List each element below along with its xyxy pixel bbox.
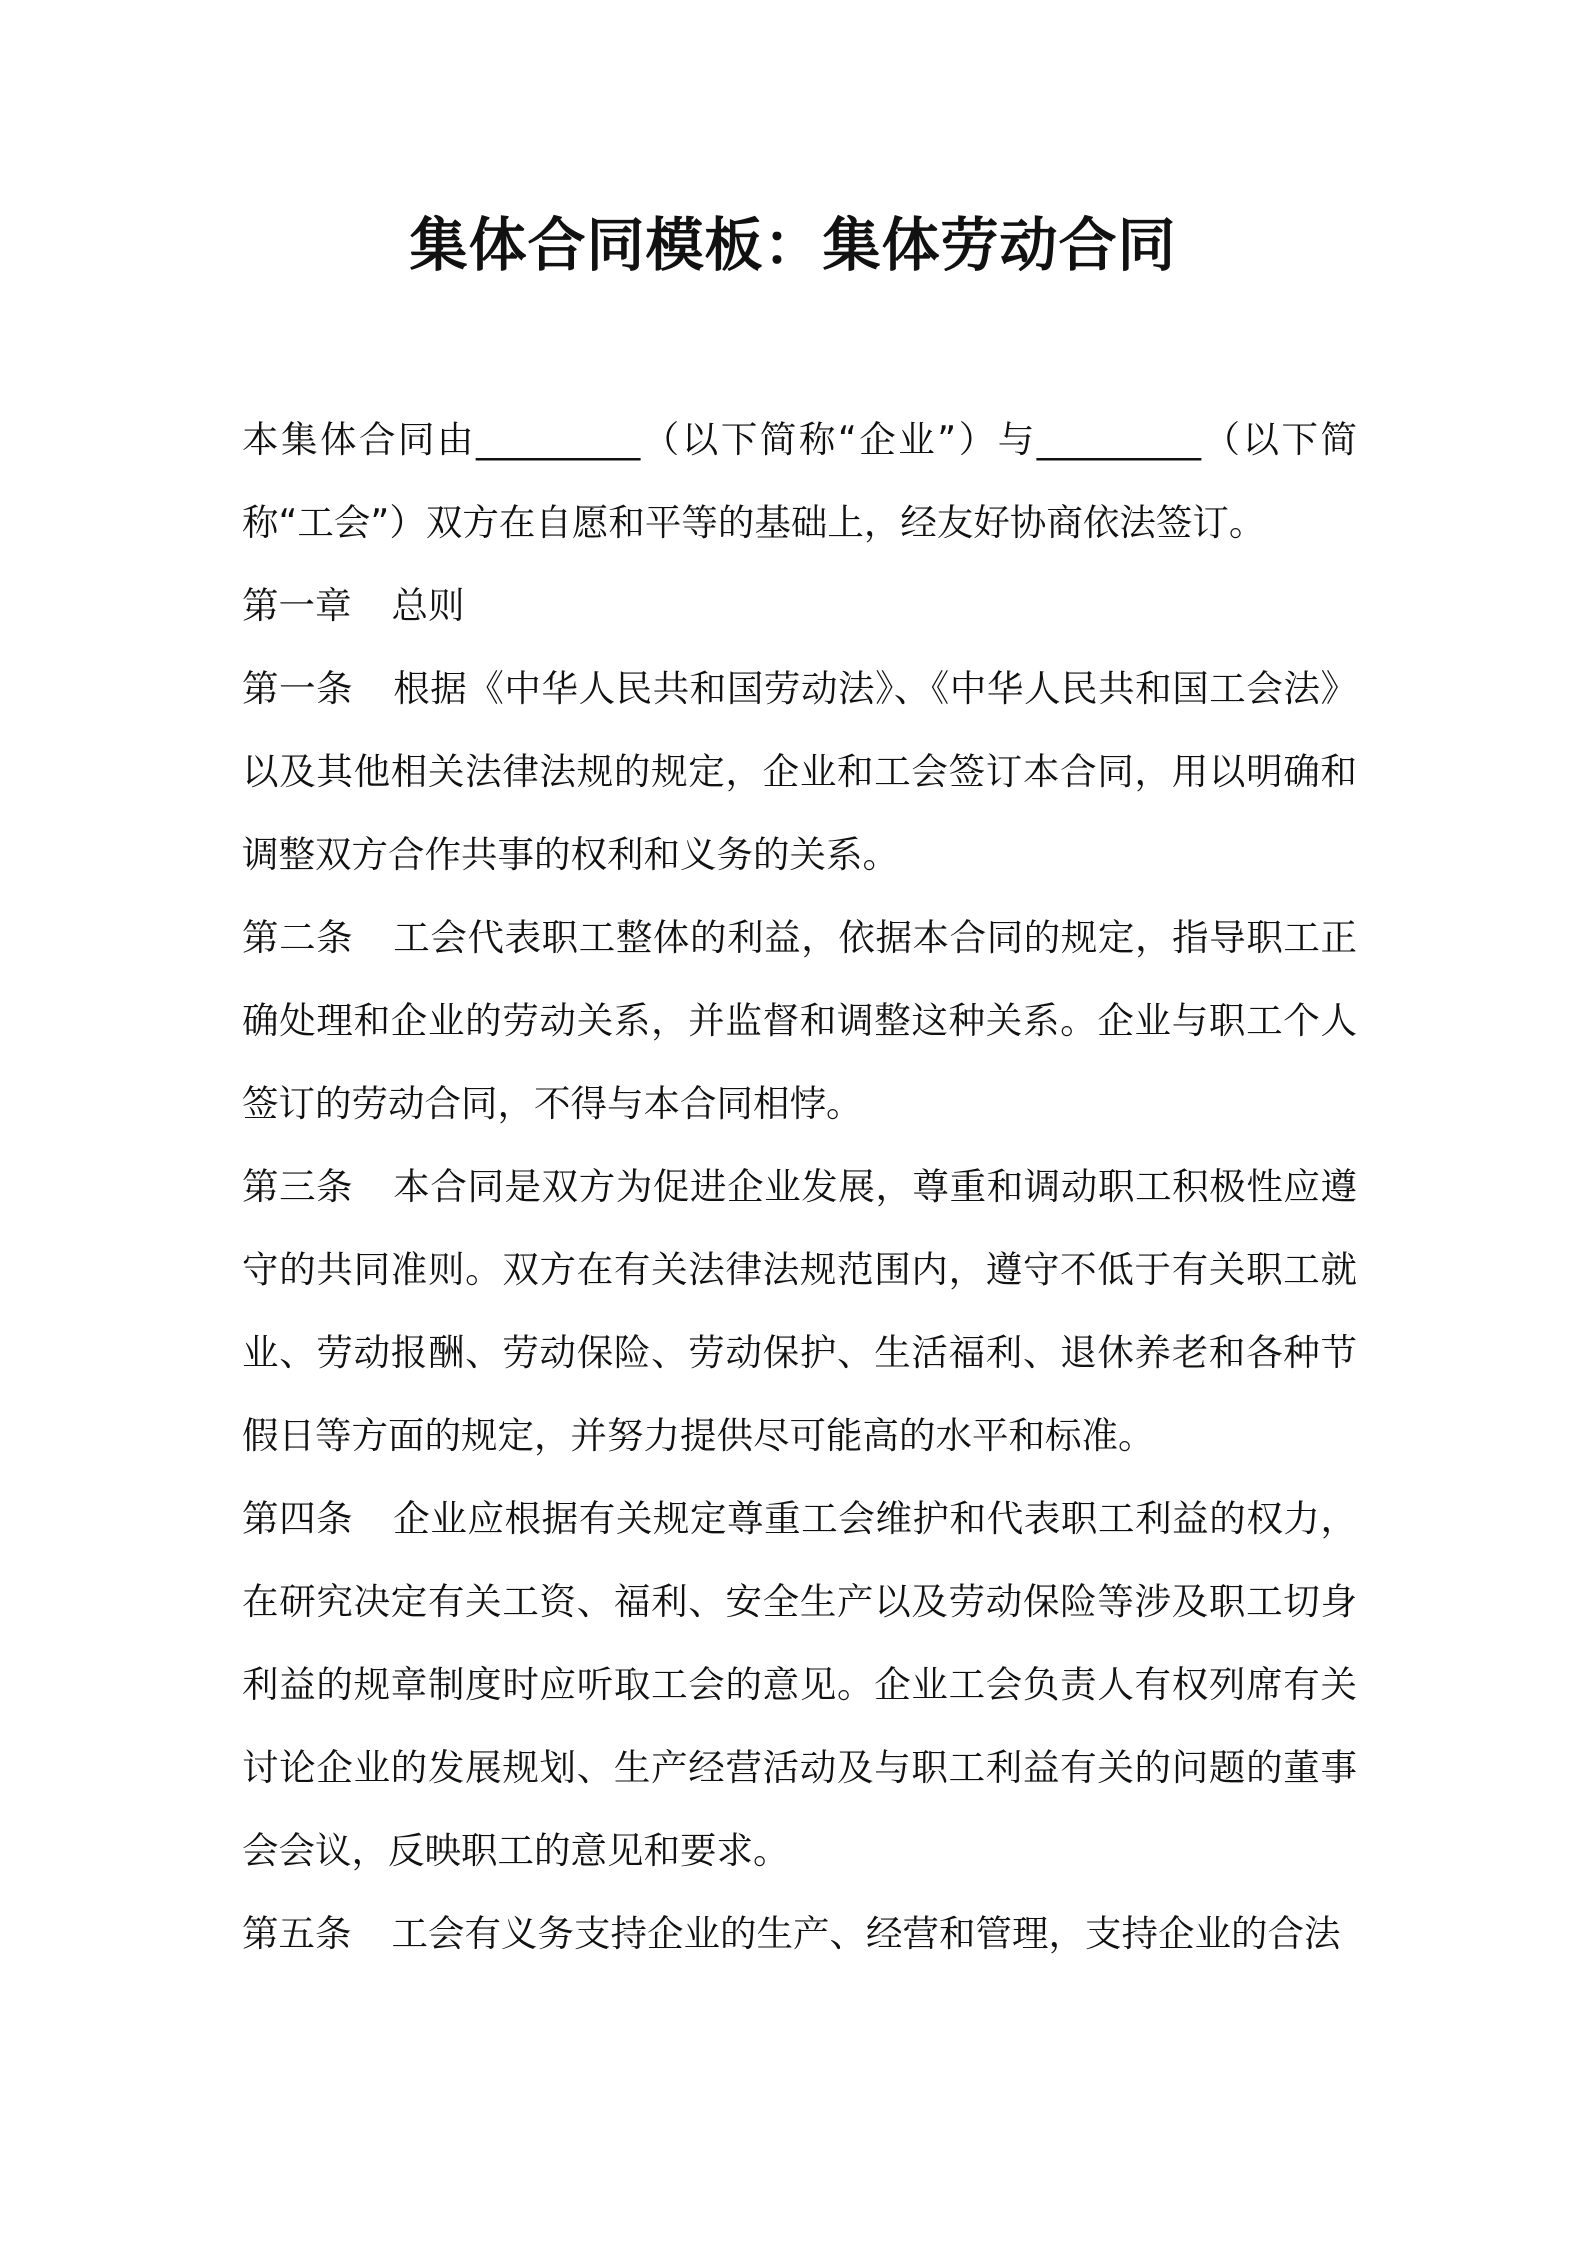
article-text: 本合同是双方为促进企业发展，尊重和调动职工积极性应遵守的共同准则。双方在有关法律法规范围内，遵守不低于有关职工就业、劳动报酬、劳动保险、劳动保护、生活福利、退休养老和各种节假日等方面的规定，并努力提供尽可能高的水平和标准。	[242, 1165, 1358, 1457]
article-label: 第一条	[242, 667, 354, 710]
article-paragraph	[242, 1145, 1357, 1477]
article-label: 第四条	[242, 1497, 354, 1540]
article-text: 工会有义务支持企业的生产、经营和管理，支持企业的合法	[391, 1912, 1341, 1955]
article-paragraph	[242, 896, 1357, 1145]
article-label: 第二条	[242, 916, 354, 959]
article-paragraph	[242, 1892, 1357, 1975]
article-paragraph	[242, 1477, 1357, 1892]
article-paragraph	[242, 647, 1357, 896]
document-title: 集体合同模板：集体劳动合同	[409, 211, 1177, 279]
article-label: 第五条	[242, 1912, 352, 1955]
document-body	[242, 398, 1357, 1975]
chapter-heading	[242, 564, 1357, 647]
article-text: 企业应根据有关规定尊重工会维护和代表职工利益的权力，在研究决定有关工资、福利、安全生产以及劳动保险等涉及职工切身利益的规章制度时应听取工会的意见。企业工会负责人有权列席有关讨论企业的发展规划、生产经营活动及与职工利益有关的问题的董事会会议，反映职工的意见和要求。	[242, 1497, 1358, 1872]
chapter-title: 总则	[391, 584, 465, 627]
article-text: 工会代表职工整体的利益，依据本合同的规定，指导职工正确处理和企业的劳动关系，并监督和调整这种关系。企业与职工个人签订的劳动合同，不得与本合同相悖。	[242, 916, 1358, 1125]
chapter-label: 第一章	[242, 584, 352, 627]
article-label: 第三条	[242, 1165, 354, 1208]
preamble-paragraph: 本集体合同由_________（以下简称“企业”）与_________（以下简称“工会”）双方在自愿和平等的基础上，经友好协商依法签订。	[242, 418, 1357, 544]
article-text: 根据《中华人民共和国劳动法》、《中华人民共和国工会法》以及其他相关法律法规的规定，企业和工会签订本合同，用以明确和调整双方合作共事的权利和义务的关系。	[242, 667, 1358, 876]
